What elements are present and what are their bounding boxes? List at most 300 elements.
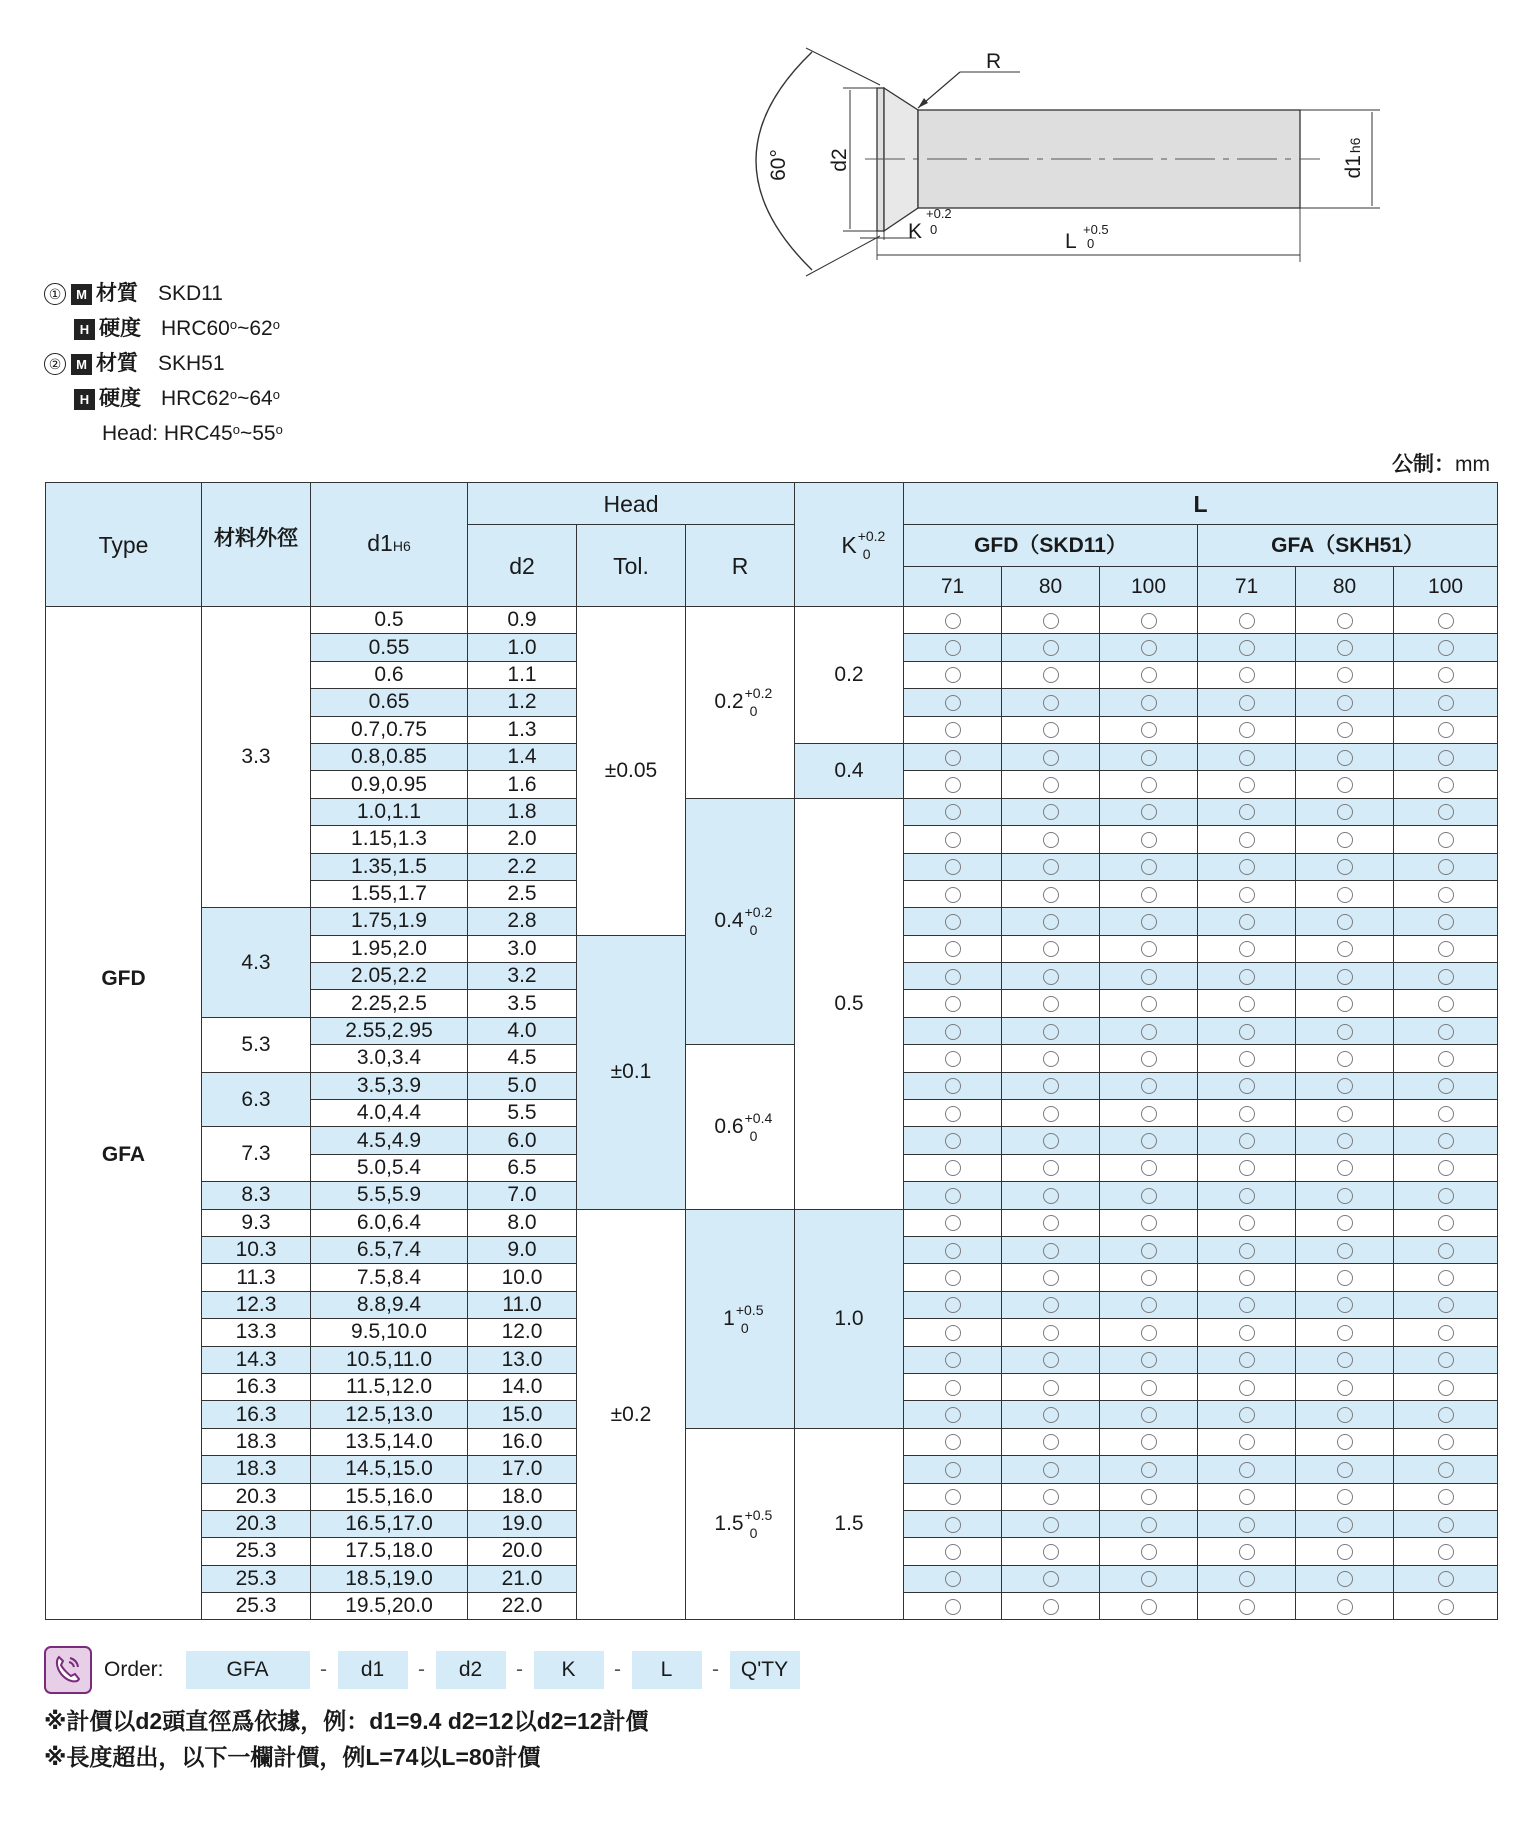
- material-value: SKH51: [158, 352, 225, 375]
- availability-cell: [904, 880, 1002, 907]
- availability-cell: [1002, 1510, 1100, 1537]
- availability-cell: [1198, 771, 1296, 798]
- availability-cell: [1002, 1209, 1100, 1236]
- d2-cell: 1.8: [468, 798, 577, 825]
- available-circle-icon: [1239, 722, 1255, 738]
- available-circle-icon: [1141, 1352, 1157, 1368]
- availability-cell: [1296, 1346, 1394, 1373]
- available-circle-icon: [1337, 1106, 1353, 1122]
- available-circle-icon: [1239, 969, 1255, 985]
- available-circle-icon: [945, 1407, 961, 1423]
- hardness-label: 硬度: [99, 317, 141, 340]
- availability-cell: [1394, 634, 1498, 661]
- r-cell: 0.2 +0.2 0: [686, 607, 795, 799]
- note-1: ※計價以d2頭直徑爲依據，例：d1=9.4 d2=12以d2=12計價: [44, 1708, 649, 1734]
- availability-cell: [1198, 1456, 1296, 1483]
- available-circle-icon: [945, 667, 961, 683]
- availability-cell: [1198, 1401, 1296, 1428]
- availability-cell: [1394, 1401, 1498, 1428]
- availability-cell: [1198, 1510, 1296, 1537]
- available-circle-icon: [1438, 1489, 1454, 1505]
- available-circle-icon: [1141, 914, 1157, 930]
- available-circle-icon: [1043, 1517, 1059, 1533]
- available-circle-icon: [945, 914, 961, 930]
- availability-cell: [1002, 1456, 1100, 1483]
- availability-cell: [904, 1428, 1002, 1455]
- availability-cell: [1296, 1565, 1394, 1592]
- available-circle-icon: [945, 613, 961, 629]
- availability-cell: [1100, 1538, 1198, 1565]
- d1-cell: 14.5,15.0: [311, 1456, 468, 1483]
- available-circle-icon: [1043, 804, 1059, 820]
- d2-cell: 13.0: [468, 1346, 577, 1373]
- d2-cell: 2.5: [468, 880, 577, 907]
- availability-cell: [904, 607, 1002, 634]
- availability-cell: [1002, 935, 1100, 962]
- d2-cell: 0.9: [468, 607, 577, 634]
- d2-cell: 22.0: [468, 1593, 577, 1620]
- available-circle-icon: [945, 887, 961, 903]
- availability-cell: [1296, 880, 1394, 907]
- material-od-cell: 12.3: [202, 1291, 311, 1318]
- availability-cell: [904, 908, 1002, 935]
- material-od-cell: 18.3: [202, 1456, 311, 1483]
- available-circle-icon: [1337, 859, 1353, 875]
- availability-cell: [1296, 1593, 1394, 1620]
- available-circle-icon: [1438, 1106, 1454, 1122]
- availability-cell: [1100, 634, 1198, 661]
- available-circle-icon: [1438, 1544, 1454, 1560]
- pin-diagram: [740, 40, 1400, 280]
- available-circle-icon: [1239, 1051, 1255, 1067]
- d2-cell: 15.0: [468, 1401, 577, 1428]
- availability-cell: [1296, 1154, 1394, 1181]
- availability-cell: [1296, 634, 1394, 661]
- d1-cell: 10.5,11.0: [311, 1346, 468, 1373]
- d2-cell: 16.0: [468, 1428, 577, 1455]
- availability-cell: [1100, 661, 1198, 688]
- available-circle-icon: [1438, 1024, 1454, 1040]
- k-cell: 0.2: [795, 607, 904, 744]
- k-plus: +0.2: [926, 206, 952, 221]
- d2-cell: 11.0: [468, 1291, 577, 1318]
- available-circle-icon: [1043, 969, 1059, 985]
- availability-cell: [1394, 1593, 1498, 1620]
- available-circle-icon: [1239, 640, 1255, 656]
- availability-cell: [904, 826, 1002, 853]
- available-circle-icon: [1438, 1160, 1454, 1176]
- tolerance-cell: ±0.05: [577, 607, 686, 936]
- available-circle-icon: [1337, 1352, 1353, 1368]
- availability-cell: [904, 935, 1002, 962]
- availability-cell: [1100, 1346, 1198, 1373]
- available-circle-icon: [1438, 613, 1454, 629]
- availability-cell: [1394, 1510, 1498, 1537]
- material-od-cell: 7.3: [202, 1127, 311, 1182]
- available-circle-icon: [1239, 750, 1255, 766]
- d1-cell: 1.35,1.5: [311, 853, 468, 880]
- table-row: [46, 1428, 1498, 1455]
- available-circle-icon: [1043, 1188, 1059, 1204]
- material-label: 材質: [96, 282, 138, 305]
- available-circle-icon: [1337, 1160, 1353, 1176]
- available-circle-icon: [945, 1270, 961, 1286]
- available-circle-icon: [1043, 859, 1059, 875]
- d2-cell: 2.8: [468, 908, 577, 935]
- available-circle-icon: [1239, 1352, 1255, 1368]
- available-circle-icon: [1438, 1599, 1454, 1615]
- availability-cell: [1198, 826, 1296, 853]
- availability-cell: [1002, 826, 1100, 853]
- d1-cell: 3.0,3.4: [311, 1045, 468, 1072]
- available-circle-icon: [1438, 1051, 1454, 1067]
- available-circle-icon: [1438, 1215, 1454, 1231]
- material-od-cell: 5.3: [202, 1017, 311, 1072]
- header-r: R: [686, 525, 795, 607]
- availability-cell: [1002, 1072, 1100, 1099]
- header-head: Head: [468, 483, 795, 525]
- availability-cell: [1100, 880, 1198, 907]
- order-field-l: L: [632, 1651, 702, 1689]
- availability-cell: [1100, 1154, 1198, 1181]
- material-od-cell: 6.3: [202, 1072, 311, 1127]
- availability-cell: [1002, 1401, 1100, 1428]
- availability-cell: [1198, 1127, 1296, 1154]
- availability-cell: [1100, 1017, 1198, 1044]
- available-circle-icon: [1438, 1462, 1454, 1478]
- available-circle-icon: [1043, 1380, 1059, 1396]
- hardness-value: HRC62$^o$~64$^o$: [161, 387, 280, 410]
- availability-cell: [1002, 1319, 1100, 1346]
- available-circle-icon: [1438, 914, 1454, 930]
- available-circle-icon: [945, 1297, 961, 1313]
- availability-cell: [1198, 935, 1296, 962]
- d1-cell: 7.5,8.4: [311, 1264, 468, 1291]
- k-label: K: [908, 220, 923, 243]
- order-field-qty: Q'TY: [730, 1651, 800, 1689]
- header-material-od: 材料外徑: [202, 483, 311, 607]
- material-value: SKD11: [158, 282, 223, 305]
- availability-cell: [904, 1100, 1002, 1127]
- available-circle-icon: [945, 1051, 961, 1067]
- phone-icon: [44, 1646, 92, 1694]
- available-circle-icon: [945, 1544, 961, 1560]
- material-od-cell: 14.3: [202, 1346, 311, 1373]
- available-circle-icon: [945, 750, 961, 766]
- available-circle-icon: [1438, 1188, 1454, 1204]
- available-circle-icon: [1141, 1106, 1157, 1122]
- available-circle-icon: [1239, 613, 1255, 629]
- availability-cell: [1100, 908, 1198, 935]
- availability-cell: [1002, 1182, 1100, 1209]
- availability-cell: [1198, 1373, 1296, 1400]
- availability-cell: [1296, 1072, 1394, 1099]
- available-circle-icon: [1438, 1243, 1454, 1259]
- d1-cell: 4.5,4.9: [311, 1127, 468, 1154]
- availability-cell: [1296, 1401, 1394, 1428]
- availability-cell: [1002, 1100, 1100, 1127]
- available-circle-icon: [945, 695, 961, 711]
- availability-cell: [1296, 1319, 1394, 1346]
- available-circle-icon: [1141, 1517, 1157, 1533]
- availability-cell: [1296, 1428, 1394, 1455]
- availability-cell: [1394, 743, 1498, 770]
- available-circle-icon: [1239, 804, 1255, 820]
- material-od-cell: 8.3: [202, 1182, 311, 1209]
- available-circle-icon: [1438, 1270, 1454, 1286]
- availability-cell: [1100, 1593, 1198, 1620]
- availability-cell: [904, 1510, 1002, 1537]
- d1-cell: 4.0,4.4: [311, 1100, 468, 1127]
- d1-cell: 3.5,3.9: [311, 1072, 468, 1099]
- availability-cell: [1296, 1510, 1394, 1537]
- available-circle-icon: [1438, 1078, 1454, 1094]
- available-circle-icon: [1239, 1489, 1255, 1505]
- available-circle-icon: [1239, 832, 1255, 848]
- availability-cell: [1100, 771, 1198, 798]
- available-circle-icon: [1337, 722, 1353, 738]
- available-circle-icon: [1043, 750, 1059, 766]
- availability-cell: [1394, 1428, 1498, 1455]
- availability-cell: [1198, 1346, 1296, 1373]
- available-circle-icon: [1438, 832, 1454, 848]
- available-circle-icon: [1141, 1051, 1157, 1067]
- availability-cell: [904, 1346, 1002, 1373]
- available-circle-icon: [1141, 1571, 1157, 1587]
- available-circle-icon: [1043, 722, 1059, 738]
- available-circle-icon: [1239, 1325, 1255, 1341]
- d1-cell: 0.5: [311, 607, 468, 634]
- availability-cell: [1296, 1100, 1394, 1127]
- available-circle-icon: [1141, 1462, 1157, 1478]
- header-k: K +0.2 0: [795, 483, 904, 607]
- availability-cell: [904, 1319, 1002, 1346]
- availability-cell: [1394, 826, 1498, 853]
- availability-cell: [1198, 634, 1296, 661]
- available-circle-icon: [945, 1188, 961, 1204]
- availability-cell: [1296, 1456, 1394, 1483]
- availability-cell: [1100, 689, 1198, 716]
- availability-cell: [1394, 1319, 1498, 1346]
- available-circle-icon: [1043, 1571, 1059, 1587]
- d2-cell: 17.0: [468, 1456, 577, 1483]
- available-circle-icon: [945, 1160, 961, 1176]
- availability-cell: [1198, 716, 1296, 743]
- available-circle-icon: [1141, 777, 1157, 793]
- available-circle-icon: [945, 1024, 961, 1040]
- available-circle-icon: [945, 859, 961, 875]
- d1-cell: 13.5,14.0: [311, 1428, 468, 1455]
- availability-cell: [904, 1291, 1002, 1318]
- availability-cell: [1296, 935, 1394, 962]
- d2-cell: 4.5: [468, 1045, 577, 1072]
- availability-cell: [1296, 963, 1394, 990]
- availability-cell: [1394, 908, 1498, 935]
- availability-cell: [1002, 607, 1100, 634]
- available-circle-icon: [1239, 941, 1255, 957]
- available-circle-icon: [1141, 613, 1157, 629]
- available-circle-icon: [1337, 1599, 1353, 1615]
- available-circle-icon: [1043, 887, 1059, 903]
- availability-cell: [1100, 990, 1198, 1017]
- available-circle-icon: [1239, 1544, 1255, 1560]
- available-circle-icon: [1239, 887, 1255, 903]
- available-circle-icon: [945, 777, 961, 793]
- availability-cell: [1394, 1264, 1498, 1291]
- availability-cell: [1394, 798, 1498, 825]
- availability-cell: [904, 743, 1002, 770]
- availability-cell: [1198, 1593, 1296, 1620]
- availability-cell: [1296, 908, 1394, 935]
- available-circle-icon: [1239, 1243, 1255, 1259]
- available-circle-icon: [1239, 695, 1255, 711]
- available-circle-icon: [1438, 1325, 1454, 1341]
- availability-cell: [1296, 1182, 1394, 1209]
- d2-cell: 6.0: [468, 1127, 577, 1154]
- d2-cell: 1.1: [468, 661, 577, 688]
- availability-cell: [904, 1456, 1002, 1483]
- order-separator: -: [614, 1658, 622, 1681]
- order-field-k: K: [534, 1651, 604, 1689]
- available-circle-icon: [1043, 941, 1059, 957]
- availability-cell: [1394, 1483, 1498, 1510]
- available-circle-icon: [1438, 1407, 1454, 1423]
- available-circle-icon: [1239, 1462, 1255, 1478]
- availability-cell: [1100, 716, 1198, 743]
- available-circle-icon: [945, 1215, 961, 1231]
- available-circle-icon: [1141, 859, 1157, 875]
- spec-table-body: [46, 607, 1498, 1620]
- d2-cell: 18.0: [468, 1483, 577, 1510]
- availability-cell: [1100, 1428, 1198, 1455]
- d2-cell: 5.5: [468, 1100, 577, 1127]
- availability-cell: [1100, 1483, 1198, 1510]
- availability-cell: [1394, 1182, 1498, 1209]
- d1-cell: 15.5,16.0: [311, 1483, 468, 1510]
- d2-cell: 20.0: [468, 1538, 577, 1565]
- material-od-cell: 16.3: [202, 1401, 311, 1428]
- available-circle-icon: [945, 1133, 961, 1149]
- available-circle-icon: [1337, 1380, 1353, 1396]
- availability-cell: [1100, 826, 1198, 853]
- material-tag-icon: M: [71, 284, 92, 305]
- material-od-cell: 11.3: [202, 1264, 311, 1291]
- material-od-cell: 3.3: [202, 607, 311, 908]
- d1-cell: 1.95,2.0: [311, 935, 468, 962]
- available-circle-icon: [1141, 1160, 1157, 1176]
- d1-cell: 19.5,20.0: [311, 1593, 468, 1620]
- availability-cell: [904, 1182, 1002, 1209]
- header-l: L: [904, 483, 1498, 525]
- availability-cell: [904, 689, 1002, 716]
- available-circle-icon: [945, 1325, 961, 1341]
- availability-cell: [1198, 1483, 1296, 1510]
- l-plus: +0.5: [1083, 222, 1109, 237]
- available-circle-icon: [1438, 859, 1454, 875]
- available-circle-icon: [1141, 1188, 1157, 1204]
- availability-cell: [1198, 853, 1296, 880]
- available-circle-icon: [1438, 640, 1454, 656]
- availability-cell: [1002, 1565, 1100, 1592]
- available-circle-icon: [1337, 1051, 1353, 1067]
- available-circle-icon: [1438, 695, 1454, 711]
- availability-cell: [1002, 661, 1100, 688]
- availability-cell: [1198, 990, 1296, 1017]
- available-circle-icon: [1337, 1517, 1353, 1533]
- d1-cell: 17.5,18.0: [311, 1538, 468, 1565]
- material-od-cell: 16.3: [202, 1373, 311, 1400]
- l-label: L: [1065, 230, 1077, 253]
- available-circle-icon: [1141, 1297, 1157, 1313]
- d2-cell: 5.0: [468, 1072, 577, 1099]
- availability-cell: [1100, 963, 1198, 990]
- available-circle-icon: [1337, 1297, 1353, 1313]
- availability-cell: [1002, 1483, 1100, 1510]
- availability-cell: [1394, 1100, 1498, 1127]
- hardness-row-1: [44, 311, 283, 346]
- availability-cell: [1100, 1264, 1198, 1291]
- available-circle-icon: [945, 1571, 961, 1587]
- available-circle-icon: [1043, 1024, 1059, 1040]
- d1-cell: 6.5,7.4: [311, 1236, 468, 1263]
- available-circle-icon: [1438, 750, 1454, 766]
- available-circle-icon: [1239, 1434, 1255, 1450]
- d2-cell: 2.0: [468, 826, 577, 853]
- available-circle-icon: [1337, 1078, 1353, 1094]
- d2-cell: 1.2: [468, 689, 577, 716]
- availability-cell: [1198, 1319, 1296, 1346]
- available-circle-icon: [945, 1106, 961, 1122]
- d2-cell: 3.5: [468, 990, 577, 1017]
- availability-cell: [904, 798, 1002, 825]
- d2-cell: 4.0: [468, 1017, 577, 1044]
- material-od-cell: 9.3: [202, 1209, 311, 1236]
- availability-cell: [1296, 743, 1394, 770]
- material-row-2: [44, 346, 283, 381]
- availability-cell: [1198, 1154, 1296, 1181]
- available-circle-icon: [1337, 1133, 1353, 1149]
- availability-cell: [904, 1209, 1002, 1236]
- available-circle-icon: [1337, 1544, 1353, 1560]
- availability-cell: [1394, 1045, 1498, 1072]
- available-circle-icon: [1043, 777, 1059, 793]
- d1-cell: 0.7,0.75: [311, 716, 468, 743]
- available-circle-icon: [945, 1599, 961, 1615]
- availability-cell: [1198, 1209, 1296, 1236]
- availability-cell: [1394, 1456, 1498, 1483]
- availability-cell: [1100, 853, 1198, 880]
- tolerance-cell: ±0.1: [577, 935, 686, 1209]
- availability-cell: [1198, 661, 1296, 688]
- availability-cell: [1002, 1428, 1100, 1455]
- availability-cell: [904, 634, 1002, 661]
- available-circle-icon: [1239, 1188, 1255, 1204]
- availability-cell: [1296, 1209, 1394, 1236]
- d1-cell: 1.15,1.3: [311, 826, 468, 853]
- availability-cell: [1394, 963, 1498, 990]
- d2-cell: 1.0: [468, 634, 577, 661]
- availability-cell: [1002, 689, 1100, 716]
- availability-cell: [1296, 689, 1394, 716]
- material-row-1: [44, 276, 283, 311]
- header-tol: Tol.: [577, 525, 686, 607]
- available-circle-icon: [1141, 1434, 1157, 1450]
- material-od-cell: 20.3: [202, 1483, 311, 1510]
- available-circle-icon: [945, 1517, 961, 1533]
- d1-cell: 1.0,1.1: [311, 798, 468, 825]
- availability-cell: [904, 1373, 1002, 1400]
- availability-cell: [1394, 607, 1498, 634]
